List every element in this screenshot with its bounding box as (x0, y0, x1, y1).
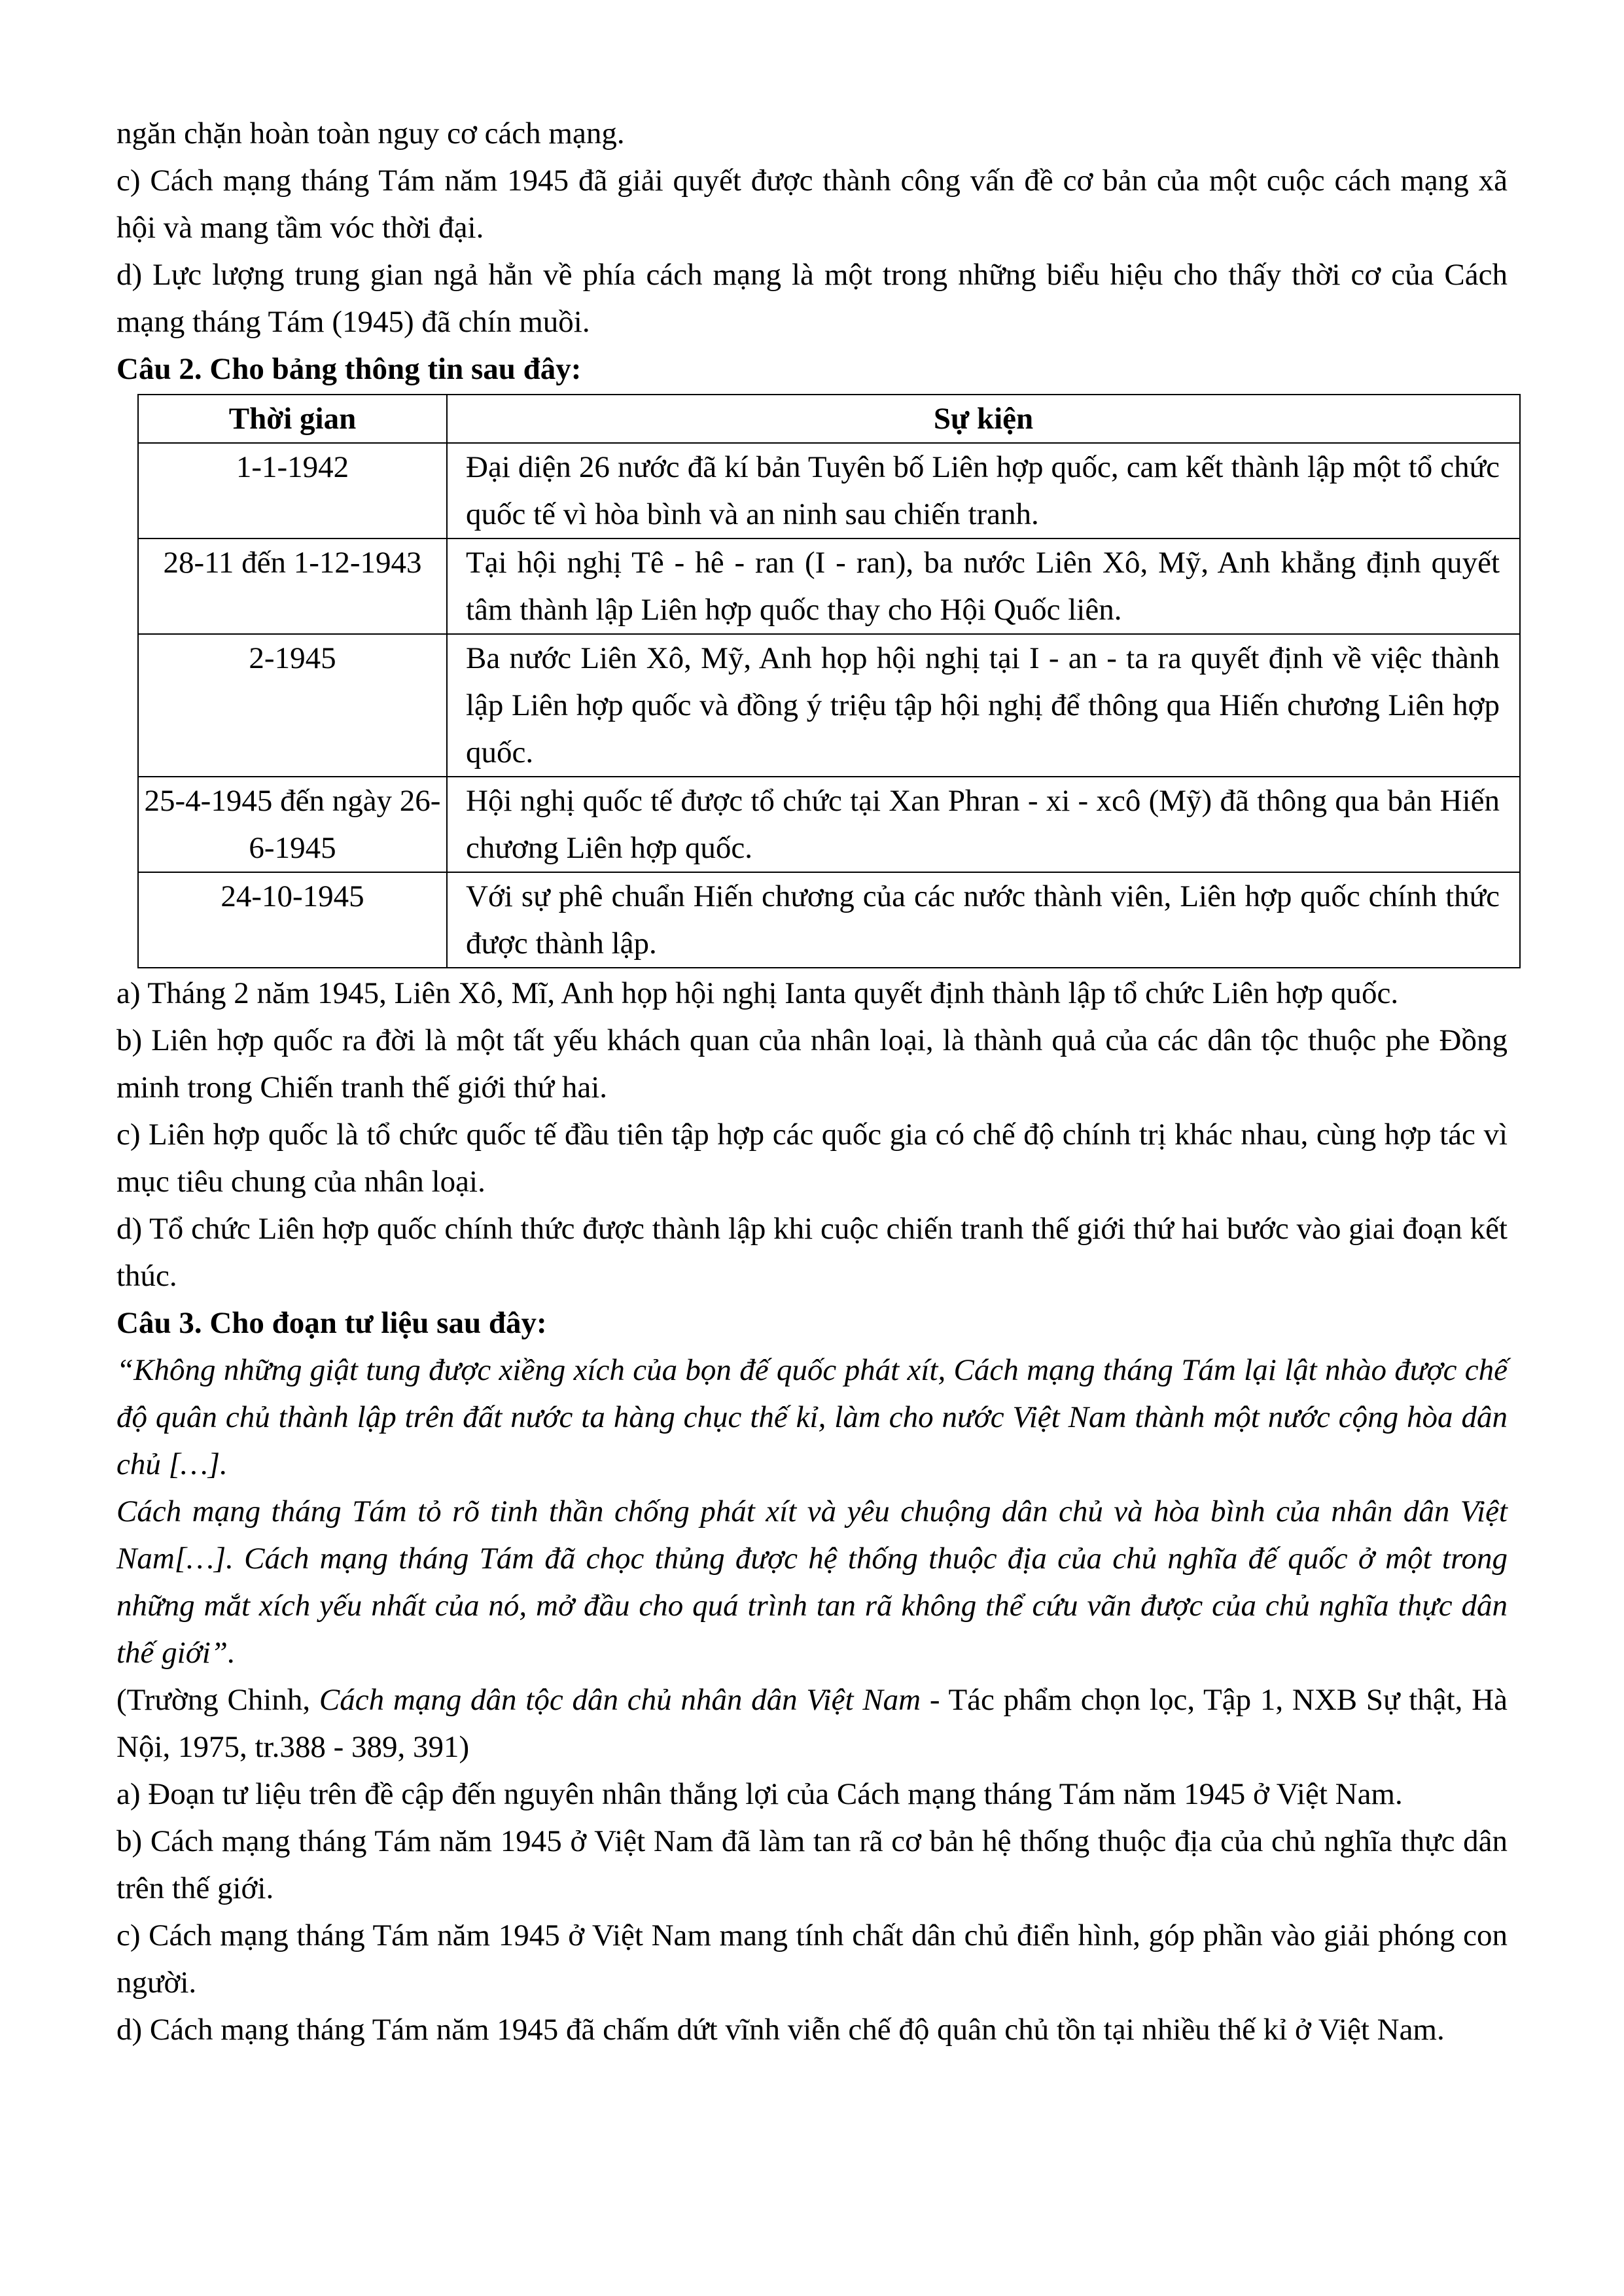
row-event: Hội nghị quốc tế được tổ chức tại Xan Phran - xi - xcô (Mỹ) đã thông qua bản Hiến chương Liên hợp quốc. (447, 777, 1520, 872)
row-event: Đại diện 26 nước đã kí bản Tuyên bố Liên hợp quốc, cam kết thành lập một tổ chức quốc tế vì hòa bình và an ninh sau chiến tranh. (447, 443, 1520, 539)
q1-statement-c: c) Cách mạng tháng Tám năm 1945 đã giải quyết được thành công vấn đề cơ bản của một cuộc cách mạng xã hội và mang tầm vóc thời đại. (116, 164, 1508, 245)
source-prefix: (Trường Chinh, (116, 1683, 319, 1717)
table-header-row (138, 395, 1520, 443)
q3-statement-d: d) Cách mạng tháng Tám năm 1945 đã chấm dứt vĩnh viễn chế độ quân chủ tồn tại nhiều thế kỉ ở Việt Nam. (116, 2013, 1445, 2047)
row-time: 24-10-1945 (138, 872, 447, 968)
q2-heading: Câu 2. Cho bảng thông tin sau đây: (116, 352, 582, 386)
row-event: Với sự phê chuẩn Hiến chương của các nước thành viên, Liên hợp quốc chính thức được thành lập. (447, 872, 1520, 968)
row-event: Tại hội nghị Tê - hê - ran (I - ran), ba nước Liên Xô, Mỹ, Anh khẳng định quyết tâm thành lập Liên hợp quốc thay cho Hội Quốc liên. (447, 539, 1520, 634)
table-row (138, 777, 1520, 872)
table-row (138, 539, 1520, 634)
q3-statement-a: a) Đoạn tư liệu trên đề cập đến nguyên nhân thắng lợi của Cách mạng tháng Tám năm 1945 ở Việt Nam. (116, 1777, 1403, 1811)
row-time: 28-11 đến 1-12-1943 (138, 539, 447, 634)
table-row (138, 634, 1520, 777)
q1-statement-b-end: ngăn chặn hoàn toàn nguy cơ cách mạng. (116, 116, 625, 150)
events-table (137, 394, 1521, 968)
q3-quote-paragraph-2: Cách mạng tháng Tám tỏ rõ tinh thần chống phát xít và yêu chuộng dân chủ và hòa bình của nhân dân Việt Nam[…]. Cách mạng tháng Tám đã chọc thủng được hệ thống thuộc địa của chủ nghĩa đế quốc ở một trong những mắt xích yếu nhất của nó, mở đầu cho quá trình tan rã không thể cứu vãn được của chủ nghĩa thực dân thế giới”. (116, 1494, 1508, 1670)
header-event: Sự kiện (447, 395, 1520, 443)
q3-quote-paragraph-1: “Không những giật tung được xiềng xích của bọn đế quốc phát xít, Cách mạng tháng Tám lại lật nhào được chế độ quân chủ thành lập trên đất nước ta hàng chục thế kỉ, làm cho nước Việt Nam thành một nước cộng hòa dân chủ […]. (116, 1353, 1508, 1481)
q2-statement-c: c) Liên hợp quốc là tổ chức quốc tế đầu tiên tập hợp các quốc gia có chế độ chính trị khác nhau, cùng hợp tác vì mục tiêu chung của nhân loại. (116, 1118, 1508, 1199)
q3-statement-c: c) Cách mạng tháng Tám năm 1945 ở Việt Nam mang tính chất dân chủ điển hình, góp phần vào giải phóng con người. (116, 1918, 1508, 2000)
q2-statement-d: d) Tổ chức Liên hợp quốc chính thức được thành lập khi cuộc chiến tranh thế giới thứ hai bước vào giai đoạn kết thúc. (116, 1212, 1508, 1293)
row-event: Ba nước Liên Xô, Mỹ, Anh họp hội nghị tại I - an - ta ra quyết định về việc thành lập Liên hợp quốc và đồng ý triệu tập hội nghị để thông qua Hiến chương Liên hợp quốc. (447, 634, 1520, 777)
source-suffix: - Tác phẩm chọn lọc, Tập 1, NXB Sự thật, Hà Nội, 1975, tr.388 - 389, 391) (116, 1683, 1508, 1764)
document-page (116, 110, 1508, 2053)
q2-statement-a: a) Tháng 2 năm 1945, Liên Xô, Mĩ, Anh họp hội nghị Ianta quyết định thành lập tổ chức Liên hợp quốc. (116, 976, 1399, 1010)
q2-statement-b: b) Liên hợp quốc ra đời là một tất yếu khách quan của nhân loại, là thành quả của các dân tộc thuộc phe Đồng minh trong Chiến tranh thế giới thứ hai. (116, 1023, 1508, 1104)
row-time: 2-1945 (138, 634, 447, 777)
row-time: 25-4-1945 đến ngày 26-6-1945 (138, 777, 447, 872)
table-row (138, 872, 1520, 968)
q1-statement-d: d) Lực lượng trung gian ngả hẳn về phía cách mạng là một trong những biểu hiệu cho thấy thời cơ của Cách mạng tháng Tám (1945) đã chín muồi. (116, 258, 1508, 339)
header-time: Thời gian (138, 395, 447, 443)
q3-source-citation (116, 1676, 1508, 1771)
table-row (138, 443, 1520, 539)
q3-statement-b: b) Cách mạng tháng Tám năm 1945 ở Việt Nam đã làm tan rã cơ bản hệ thống thuộc địa của chủ nghĩa thực dân trên thế giới. (116, 1824, 1508, 1905)
source-title: Cách mạng dân tộc dân chủ nhân dân Việt Nam (319, 1683, 921, 1717)
q3-heading: Câu 3. Cho đoạn tư liệu sau đây: (116, 1306, 547, 1340)
row-time: 1-1-1942 (138, 443, 447, 539)
